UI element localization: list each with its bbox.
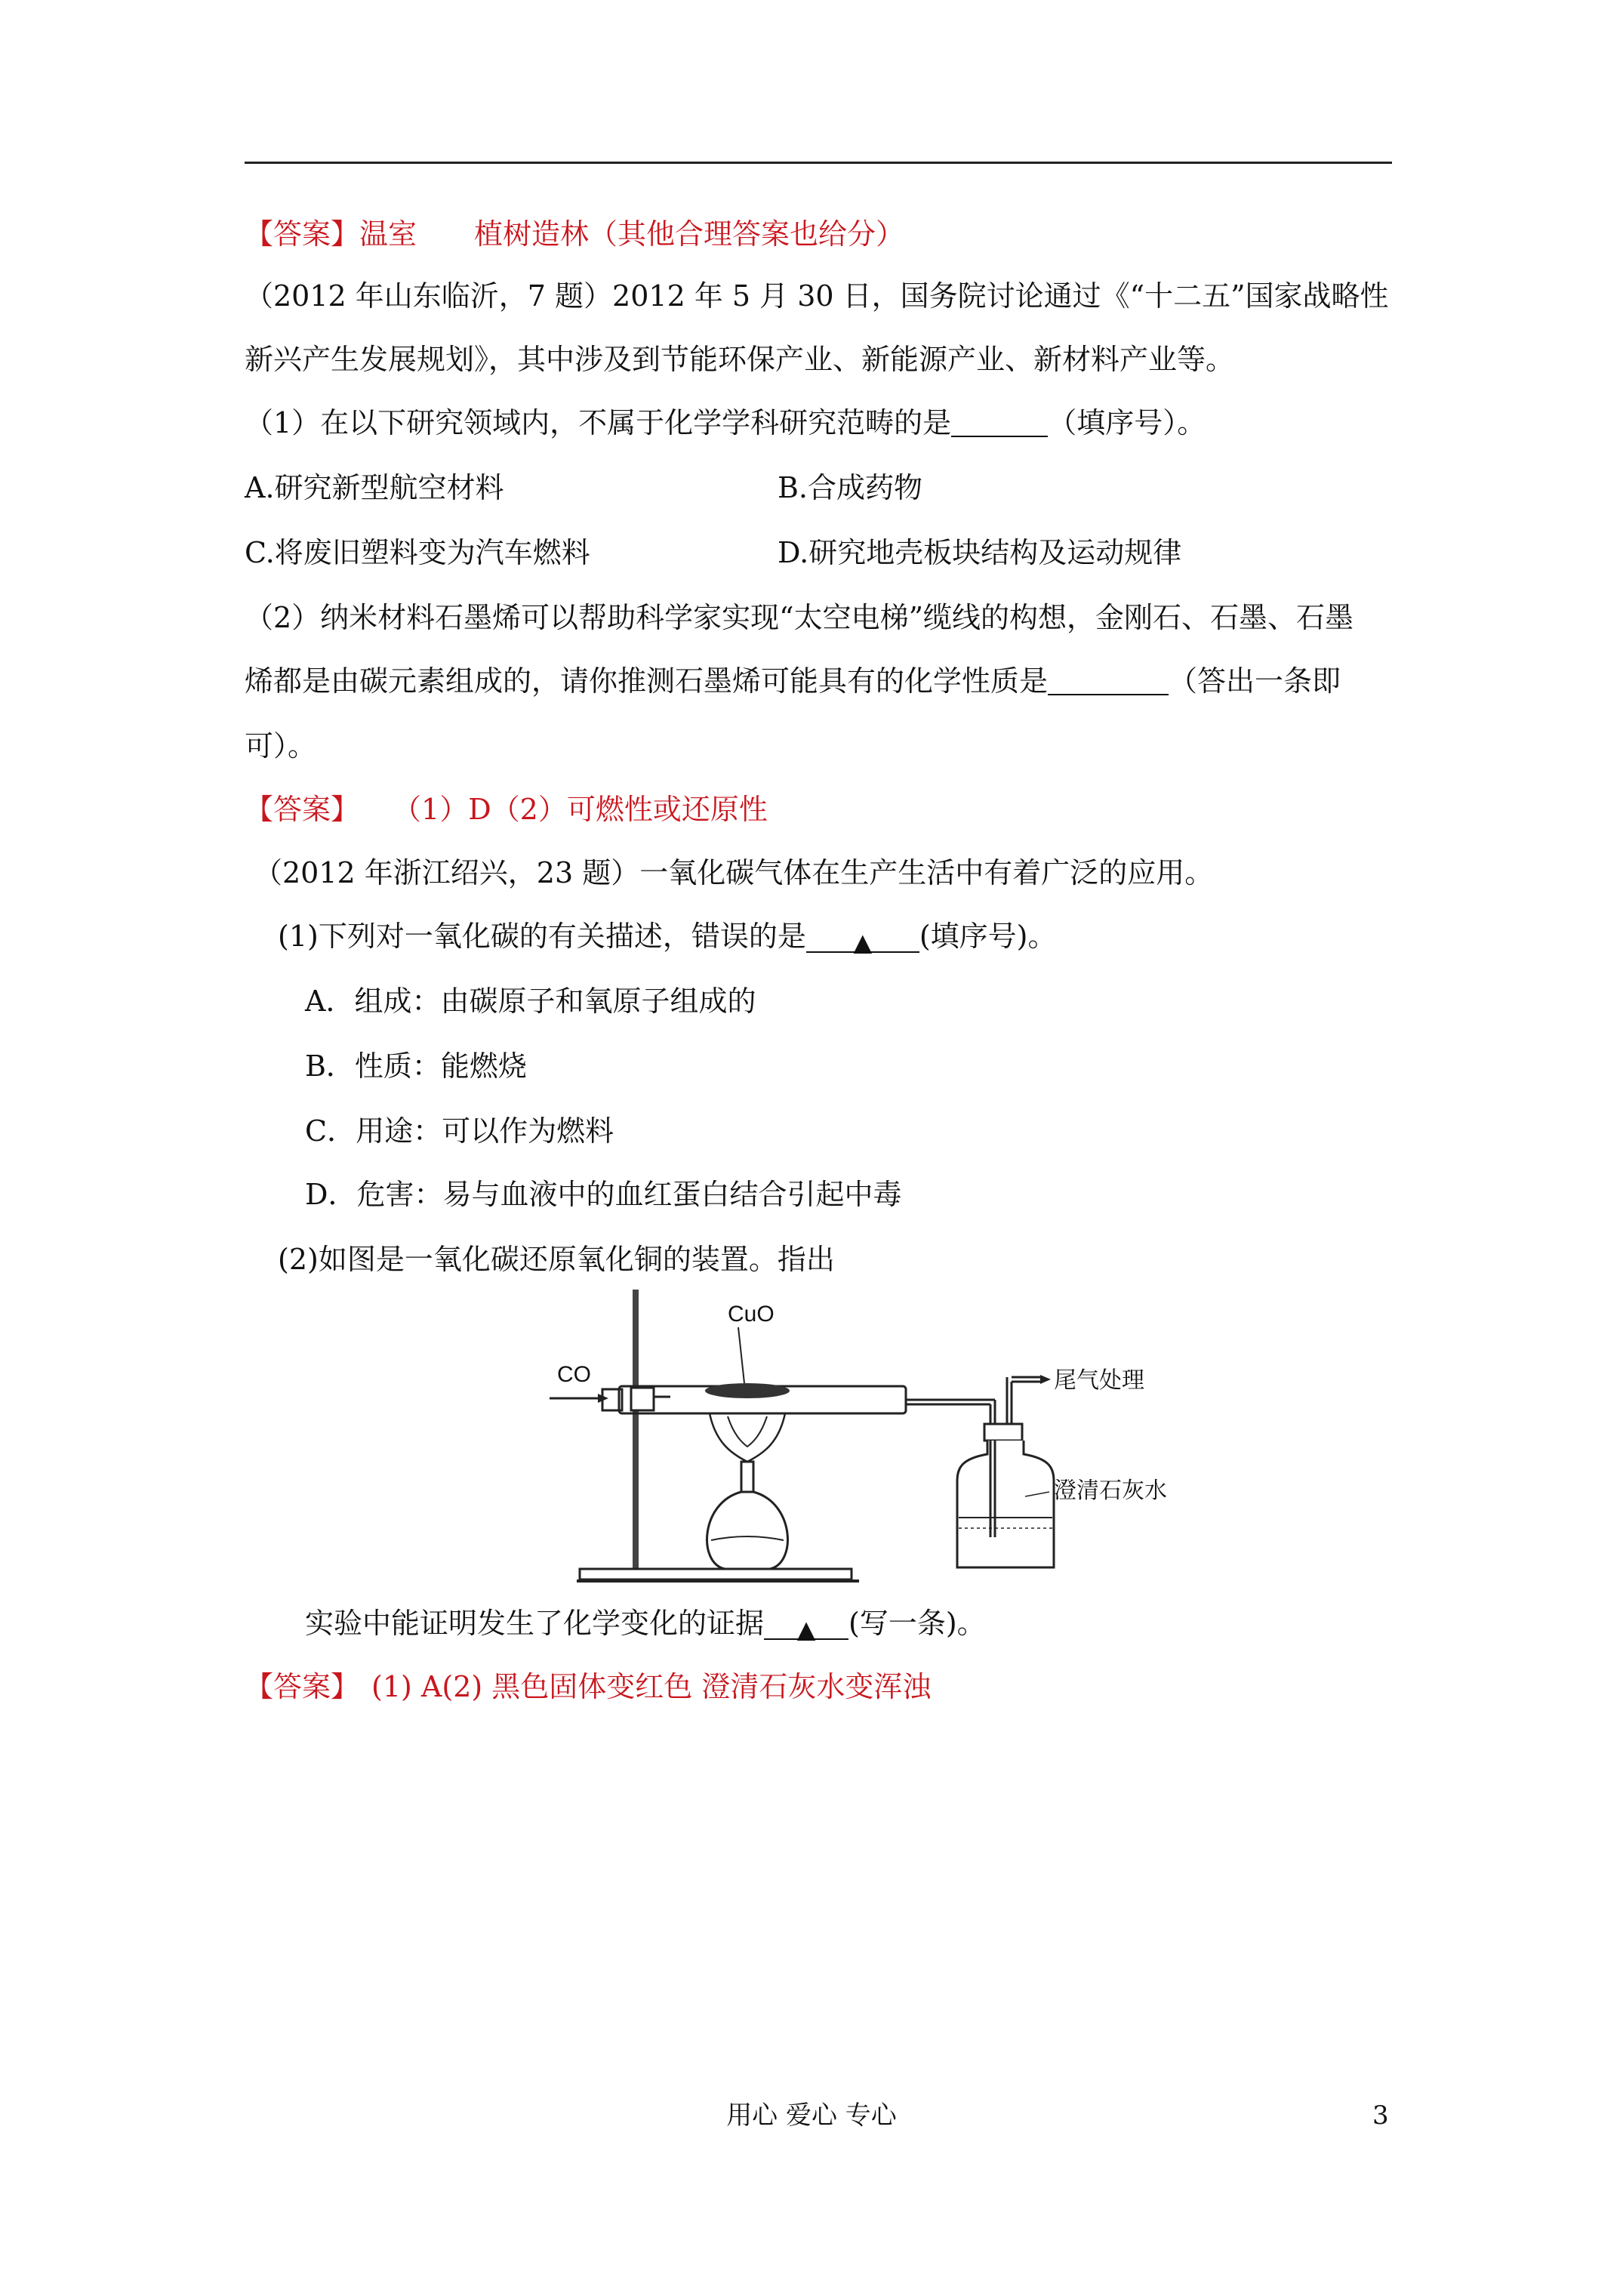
option-b: B．性质：能燃烧 — [305, 1049, 527, 1083]
label-co: CO — [557, 1362, 591, 1387]
answer-blank — [764, 1608, 848, 1644]
flame — [710, 1413, 785, 1462]
label-exhaust: 尾气处理 — [1054, 1368, 1144, 1393]
sub-question-1: （1）在以下研究领域内，不属于化学学科研究范畴的是 （填序号）。 — [245, 406, 1206, 439]
answer-label: 【答案】 — [245, 1670, 360, 1703]
label-cuo: CuO — [728, 1302, 775, 1327]
footer-motto: 用心 爱心 专心 — [726, 2100, 897, 2131]
page-number: 3 — [1372, 2100, 1389, 2131]
option-c: C.将废旧塑料变为汽车燃料 — [245, 536, 590, 569]
sub-question-2: 烯都是由碳元素组成的，请你推测石墨烯可能具有的化学性质是 （答出一条即 — [245, 664, 1341, 698]
sub-question-2: （2）纳米材料石墨烯可以帮助科学家实现“太空电梯”缆线的构想，金刚石、石墨、石墨 — [245, 601, 1354, 634]
header-rule — [245, 162, 1392, 164]
answer-text: （1）D（2）可燃性或还原性 — [393, 793, 768, 826]
alcohol-lamp — [707, 1492, 788, 1569]
answer-blank — [951, 405, 1048, 437]
option-d: D.研究地壳板块结构及运动规律 — [778, 536, 1182, 569]
answer-label: 【答案】 — [245, 793, 360, 826]
answer-blank — [806, 921, 919, 957]
sub-question-2: (2)如图是一氧化碳还原氧化铜的装置。指出 — [278, 1243, 835, 1276]
answer-text: 植树造林（其他合理答案也给分） — [474, 217, 905, 251]
question-intro: （2012 年浙江绍兴，23 题）一氧化碳气体在生产生活中有着广泛的应用。 — [254, 856, 1214, 889]
option-b: B.合成药物 — [778, 471, 923, 504]
sub-question-2: 可）。 — [245, 729, 317, 763]
option-d: D．危害：易与血液中的血红蛋白结合引起中毒 — [305, 1178, 902, 1211]
answer-text: 温室 — [359, 217, 417, 251]
answer-line-1 — [245, 214, 904, 254]
option-c: C．用途：可以作为燃料 — [305, 1114, 614, 1148]
question-intro: 新兴产生发展规划》，其中涉及到节能环保产业、新能源产业、新材料产业等。 — [245, 343, 1235, 376]
question-intro: （2012 年山东临沂，7 题）2012 年 5 月 30 日，国务院讨论通过《“十二五”国家战略性 — [245, 279, 1389, 313]
exhaust-arrow-icon — [1040, 1375, 1051, 1384]
triangle-mark-icon: ▲ — [853, 928, 873, 957]
gas-bottle — [957, 1441, 1054, 1567]
answer-line-3 — [245, 1667, 931, 1706]
lamp-wick-holder — [741, 1462, 753, 1492]
answer-line-2 — [245, 790, 768, 829]
answer-label: 【答案】 — [245, 217, 360, 251]
clamp — [631, 1388, 654, 1410]
option-a: A.研究新型航空材料 — [245, 471, 504, 504]
sub-question-1: (1)下列对一氧化碳的有关描述，错误的是 ▲ (填序号)。 — [278, 920, 1057, 957]
label-limewater: 澄清石灰水 — [1054, 1478, 1167, 1503]
co-reduction-apparatus-figure — [550, 1284, 1167, 1589]
option-a: A．组成：由碳原子和氧原子组成的 — [305, 985, 756, 1018]
triangle-mark-icon: ▲ — [796, 1615, 816, 1644]
stand-rod — [633, 1290, 639, 1570]
sub-question-2-continued: 实验中能证明发生了化学变化的证据 ▲ (写一条)。 — [305, 1607, 986, 1644]
answer-blank — [1048, 664, 1169, 695]
cuo-powder — [705, 1383, 790, 1398]
answer-text: (1) A(2) 黑色固体变红色 澄清石灰水变浑浊 — [371, 1670, 932, 1703]
stand-base — [580, 1569, 852, 1579]
bottle-stopper — [984, 1424, 1022, 1441]
